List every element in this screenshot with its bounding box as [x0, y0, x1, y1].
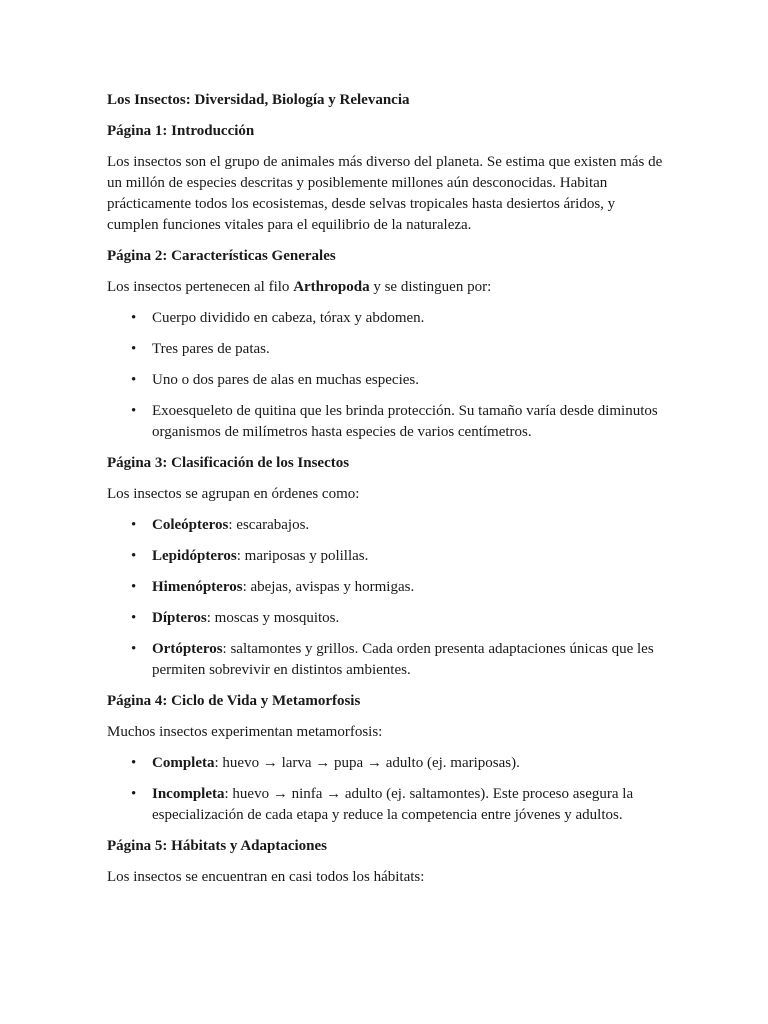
list-item-text: : escarabajos.	[228, 517, 310, 533]
paragraph-clasificacion-intro: Los insectos se agrupan en órdenes como:	[107, 486, 360, 502]
list-item	[107, 515, 667, 536]
bullet-icon: •	[131, 641, 137, 657]
bullet-icon: •	[131, 786, 137, 802]
list-item-term: Completa	[152, 755, 215, 771]
list-item-term: Coleópteros	[152, 517, 229, 533]
list-item	[107, 608, 667, 629]
list-item-term: Lepidópteros	[152, 548, 237, 564]
list-item-text: : mariposas y polillas.	[236, 548, 369, 564]
list-item-text: Uno o dos pares de alas en muchas especies.	[152, 372, 419, 388]
intro-text-pre: Los insectos pertenecen al filo	[107, 279, 294, 295]
bullet-list-caracteristicas	[107, 308, 667, 443]
list-item-term: Himenópteros	[152, 579, 243, 595]
section-heading-ciclo-de-vida: Página 4: Ciclo de Vida y Metamorfosis	[107, 693, 361, 709]
bullet-list-ordenes	[107, 515, 667, 681]
bullet-icon: •	[131, 579, 137, 595]
list-item	[107, 339, 667, 360]
intro-bold-term: Arthropoda	[293, 279, 370, 295]
bullet-icon: •	[131, 548, 137, 564]
list-item	[107, 753, 667, 774]
list-item-text: : huevo → larva → pupa → adulto (ej. mariposas).	[214, 755, 520, 771]
section-heading-caracteristicas: Página 2: Características Generales	[107, 248, 336, 264]
bullet-icon: •	[131, 517, 137, 533]
document-title: Los Insectos: Diversidad, Biología y Relevancia	[107, 92, 410, 108]
list-item-text: : abejas, avispas y hormigas.	[242, 579, 415, 595]
bullet-list-metamorfosis	[107, 753, 667, 826]
intro-text-post: y se distinguen por:	[369, 279, 492, 295]
paragraph-habitats-intro: Los insectos se encuentran en casi todos los hábitats:	[107, 869, 425, 885]
bullet-icon: •	[131, 372, 137, 388]
list-item	[107, 639, 667, 681]
paragraph-metamorfosis-intro: Muchos insectos experimentan metamorfosis:	[107, 724, 383, 740]
list-item-text: : huevo → ninfa → adulto (ej. saltamontes). Este proceso asegura la especialización de cada etapa y reduce la competencia entre jóvenes y adultos.	[152, 786, 634, 823]
bullet-icon: •	[131, 341, 137, 357]
bullet-icon: •	[131, 310, 137, 326]
list-item	[107, 308, 667, 329]
list-item-term: Incompleta	[152, 786, 225, 802]
list-item-text: Tres pares de patas.	[152, 341, 270, 357]
list-item	[107, 370, 667, 391]
list-item-term: Ortópteros	[152, 641, 223, 657]
bullet-icon: •	[131, 755, 137, 771]
list-item	[107, 546, 667, 567]
bullet-icon: •	[131, 403, 137, 419]
list-item	[107, 401, 667, 443]
list-item-term: Dípteros	[152, 610, 207, 626]
paragraph-caracteristicas-intro	[107, 277, 667, 298]
list-item-text: : moscas y mosquitos.	[206, 610, 340, 626]
list-item-text: : saltamontes y grillos. Cada orden presenta adaptaciones únicas que les permiten sobrevivir en distintos ambientes.	[152, 641, 654, 678]
section-heading-clasificacion: Página 3: Clasificación de los Insectos	[107, 455, 350, 471]
section-heading-introduccion: Página 1: Introducción	[107, 123, 255, 139]
paragraph-introduccion: Los insectos son el grupo de animales más diverso del planeta. Se estima que existen más de un millón de especies descritas y posiblemente millones aún desconocidas. Habitan prácticamente todos los ecosistemas, desde selvas tropicales hasta desiertos áridos, y cumplen funciones vitales para el equilibrio de la naturaleza.	[107, 154, 663, 233]
list-item-text: Cuerpo dividido en cabeza, tórax y abdomen.	[152, 310, 425, 326]
list-item	[107, 577, 667, 598]
list-item-text: Exoesqueleto de quitina que les brinda protección. Su tamaño varía desde diminutos organismos de milímetros hasta especies de varios centímetros.	[152, 403, 658, 440]
document-page	[107, 90, 667, 898]
bullet-icon: •	[131, 610, 137, 626]
section-heading-habitats: Página 5: Hábitats y Adaptaciones	[107, 838, 328, 854]
list-item	[107, 784, 667, 826]
